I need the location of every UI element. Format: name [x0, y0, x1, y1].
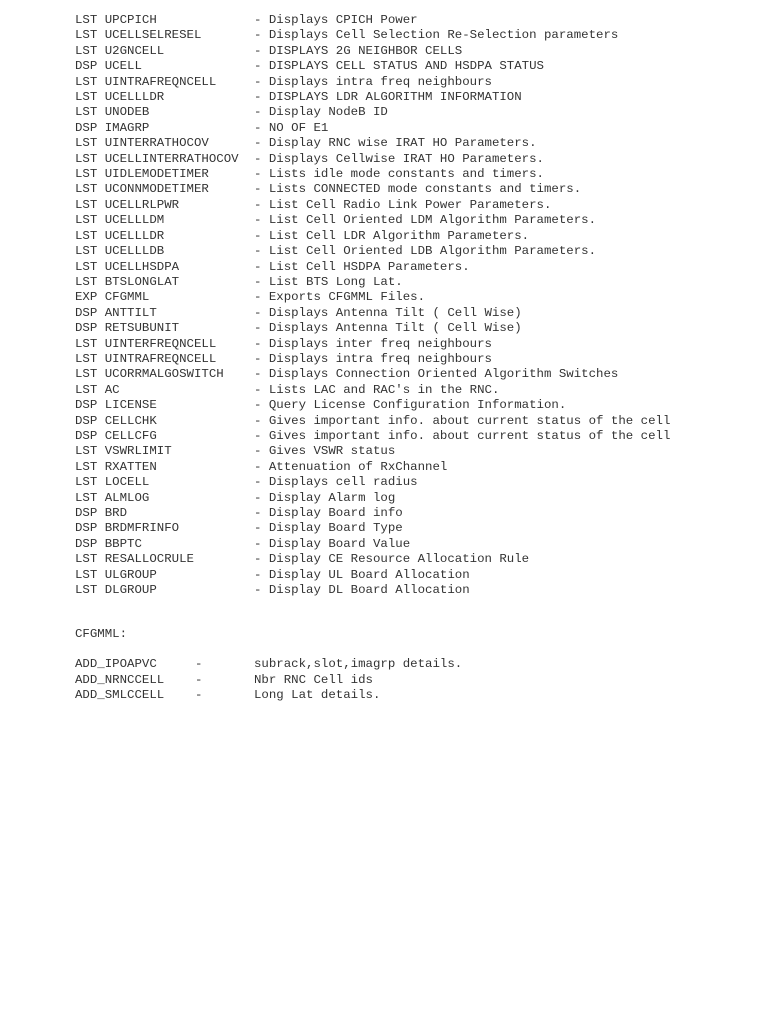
command-description: - Displays Connection Oriented Algorithm Switches	[254, 367, 619, 382]
command-row	[75, 105, 765, 120]
command-name: LST ALMLOG	[75, 490, 150, 505]
command-row	[75, 506, 765, 521]
command-row	[75, 290, 765, 305]
command-row	[75, 398, 765, 413]
command-name: LST VSWRLIMIT	[75, 444, 172, 459]
command-name: EXP CFGMML	[75, 290, 150, 305]
command-name: LST RXATTEN	[75, 459, 157, 474]
command-description: - Lists idle mode constants and timers.	[254, 167, 544, 182]
cfgmml-name: ADD_IPOAPVC	[75, 657, 157, 671]
command-row	[75, 552, 765, 567]
command-row	[75, 59, 765, 74]
command-description: - Display CE Resource Allocation Rule	[254, 552, 530, 567]
command-description: - List Cell Oriented LDM Algorithm Parameters.	[254, 213, 597, 228]
command-description: - Query License Configuration Information.	[254, 398, 567, 413]
command-name: LST UCELLLDR	[75, 90, 165, 105]
command-name: LST UCELLLDB	[75, 244, 165, 259]
command-row	[75, 182, 765, 197]
command-name: LST RESALLOCRULE	[75, 552, 194, 567]
command-description: - Gives VSWR status	[254, 444, 396, 459]
command-row	[75, 198, 765, 213]
command-description: - Display RNC wise IRAT HO Parameters.	[254, 136, 537, 151]
command-name: DSP LICENSE	[75, 398, 157, 413]
command-row	[75, 568, 765, 583]
command-name: DSP RETSUBUNIT	[75, 321, 180, 336]
cfgmml-dash: -	[195, 672, 203, 687]
command-description: - Displays Cell Selection Re-Selection parameters	[254, 28, 619, 43]
command-name: LST UINTRAFREQNCELL	[75, 74, 217, 89]
command-row	[75, 429, 765, 444]
cfgmml-description: Nbr RNC Cell ids	[254, 672, 373, 687]
command-description: - List Cell LDR Algorithm Parameters.	[254, 228, 530, 243]
command-row	[75, 44, 765, 59]
command-description: - NO OF E1	[254, 120, 329, 135]
command-row	[75, 475, 765, 490]
command-name: DSP ANTTILT	[75, 305, 157, 320]
command-row	[75, 321, 765, 336]
command-row	[75, 121, 765, 136]
cfgmml-row	[75, 688, 765, 704]
command-description: - Display DL Board Allocation	[254, 583, 470, 598]
command-name: LST UCELLHSDPA	[75, 259, 180, 274]
command-name: LST LOCELL	[75, 475, 150, 490]
command-description: - Displays Cellwise IRAT HO Parameters.	[254, 151, 544, 166]
command-row	[75, 352, 765, 367]
command-description: - Lists CONNECTED mode constants and timers.	[254, 182, 582, 197]
command-name: LST UNODEB	[75, 105, 150, 120]
command-description: - Displays cell radius	[254, 475, 418, 490]
command-description: - Display Board Value	[254, 536, 411, 551]
command-row	[75, 90, 765, 105]
command-name: LST BTSLONGLAT	[75, 274, 180, 289]
cfgmml-list	[75, 657, 765, 704]
command-description: - Displays Antenna Tilt ( Cell Wise)	[254, 321, 522, 336]
cfgmml-dash: -	[195, 657, 203, 671]
command-name: LST UCELLLDR	[75, 228, 165, 243]
command-row	[75, 136, 765, 151]
command-description: - Displays inter freq neighbours	[254, 336, 492, 351]
command-row	[75, 460, 765, 475]
command-description: - Displays intra freq neighbours	[254, 351, 492, 366]
command-description: - Display Board info	[254, 506, 403, 520]
command-description: - Displays intra freq neighbours	[254, 74, 492, 89]
command-row	[75, 414, 765, 429]
command-row	[75, 13, 765, 28]
command-name: LST UCELLSELRESEL	[75, 28, 202, 43]
command-row	[75, 521, 765, 536]
command-description: - Exports CFGMML Files.	[254, 290, 426, 305]
command-row	[75, 491, 765, 506]
command-row	[75, 229, 765, 244]
command-description: - Display UL Board Allocation	[254, 567, 470, 582]
command-name: DSP UCELL	[75, 59, 142, 74]
command-row	[75, 28, 765, 43]
command-row	[75, 213, 765, 228]
command-row	[75, 244, 765, 259]
command-name: DSP CELLCHK	[75, 413, 157, 428]
cfgmml-row	[75, 657, 765, 673]
command-row	[75, 583, 765, 598]
command-name: LST UINTRAFREQNCELL	[75, 351, 217, 366]
cfgmml-name: ADD_SMLCCELL	[75, 688, 165, 702]
command-description: - Displays CPICH Power	[254, 13, 418, 27]
cfgmml-dash: -	[195, 688, 203, 702]
command-row	[75, 275, 765, 290]
command-name: LST UINTERRATHOCOV	[75, 136, 209, 151]
command-row	[75, 152, 765, 167]
command-name: LST UIDLEMODETIMER	[75, 167, 209, 182]
command-description: - Display Board Type	[254, 521, 403, 536]
command-description: - List Cell HSDPA Parameters.	[254, 259, 470, 274]
command-name: LST UCELLRLPWR	[75, 197, 180, 212]
command-name: LST DLGROUP	[75, 583, 157, 598]
command-list	[75, 13, 765, 598]
command-name: LST UINTERFREQNCELL	[75, 336, 217, 351]
command-name: LST AC	[75, 382, 120, 397]
command-name: DSP BBPTC	[75, 536, 142, 551]
command-name: DSP BRDMFRINFO	[75, 521, 180, 536]
command-row	[75, 167, 765, 182]
command-name: DSP CELLCFG	[75, 428, 157, 443]
command-row	[75, 537, 765, 552]
command-name: LST UCONNMODETIMER	[75, 182, 209, 197]
command-description: - Display NodeB ID	[254, 105, 388, 120]
command-name: LST UCELLLDM	[75, 213, 165, 228]
command-name: LST ULGROUP	[75, 567, 157, 582]
command-row	[75, 337, 765, 352]
cfgmml-name: ADD_NRNCCELL	[75, 672, 165, 687]
command-row	[75, 383, 765, 398]
command-description: - DISPLAYS LDR ALGORITHM INFORMATION	[254, 90, 522, 105]
command-description: - Gives important info. about current status of the cell	[254, 428, 671, 443]
command-row	[75, 367, 765, 382]
command-name: LST UPCPICH	[75, 13, 157, 27]
command-row	[75, 75, 765, 90]
command-description: - DISPLAYS CELL STATUS AND HSDPA STATUS	[254, 59, 544, 74]
cfgmml-heading: CFGMML:	[75, 627, 128, 641]
command-name: DSP IMAGRP	[75, 120, 150, 135]
command-name: LST UCELLINTERRATHOCOV	[75, 151, 239, 166]
command-row	[75, 260, 765, 275]
command-row	[75, 444, 765, 459]
cfgmml-row	[75, 673, 765, 689]
command-name: LST U2GNCELL	[75, 43, 165, 58]
command-description: - DISPLAYS 2G NEIGHBOR CELLS	[254, 43, 463, 58]
cfgmml-description: subrack,slot,imagrp details.	[254, 657, 463, 671]
command-description: - Lists LAC and RAC's in the RNC.	[254, 382, 500, 397]
cfgmml-description: Long Lat details.	[254, 688, 381, 702]
command-description: - List Cell Oriented LDB Algorithm Parameters.	[254, 244, 597, 259]
command-description: - Attenuation of RxChannel	[254, 459, 448, 474]
command-description: - Gives important info. about current status of the cell	[254, 413, 671, 428]
command-description: - Displays Antenna Tilt ( Cell Wise)	[254, 305, 522, 320]
command-name: LST UCORRMALGOSWITCH	[75, 367, 224, 382]
command-description: - Display Alarm log	[254, 490, 396, 505]
command-name: DSP BRD	[75, 506, 128, 520]
command-description: - List Cell Radio Link Power Parameters.	[254, 197, 552, 212]
command-row	[75, 306, 765, 321]
command-description: - List BTS Long Lat.	[254, 274, 403, 289]
